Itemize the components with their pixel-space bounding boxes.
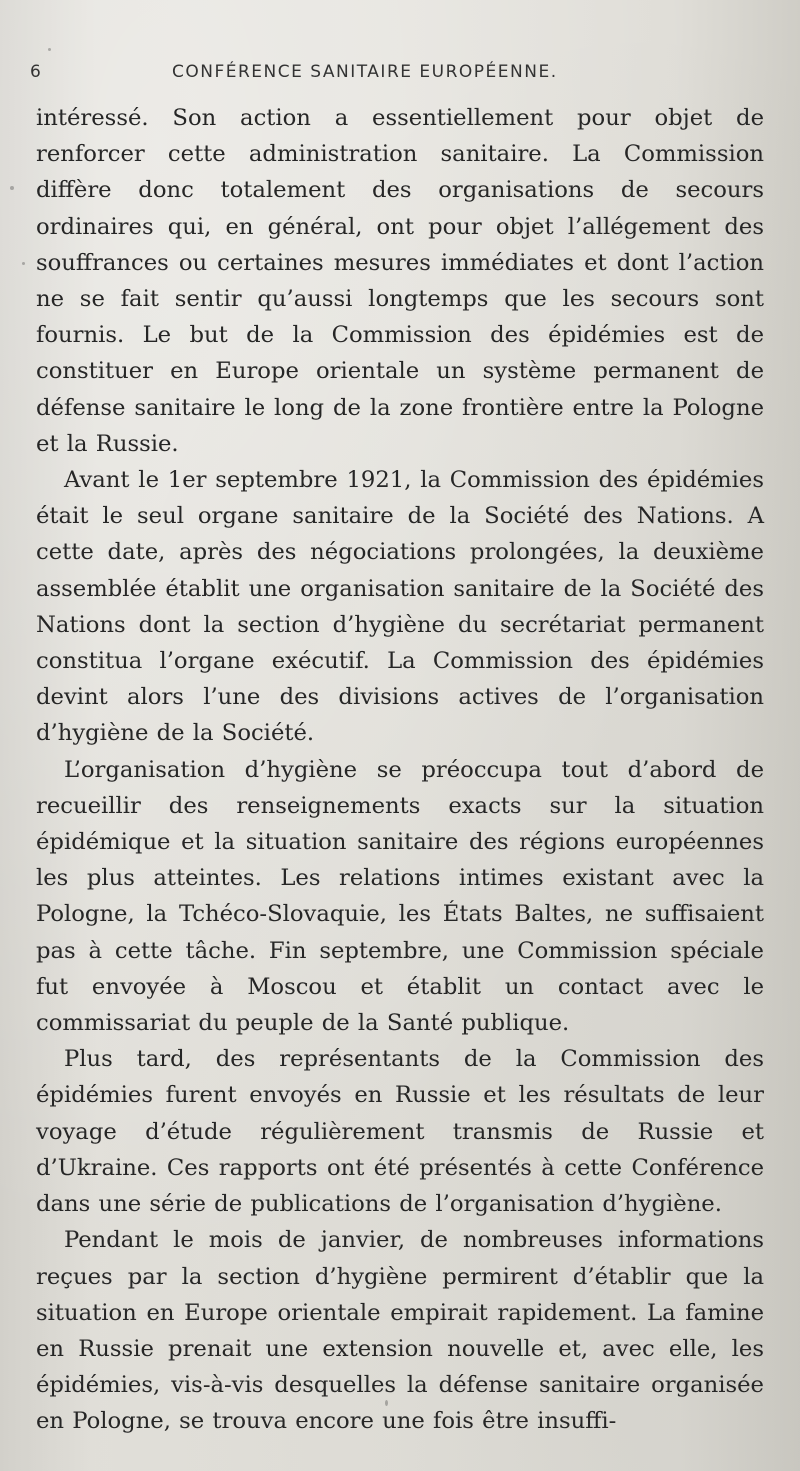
scan-speck	[48, 48, 51, 51]
paragraph: Avant le 1er septembre 1921, la Commission des épidémies était le seul organe sanitaire de la Société des Nations. A cette date, après des négociations prolongées, la deuxième assemblée établit une organisation sanitaire de la Société des Nations dont la section d’hygiène du secrétariat permanent constitua l’organe exécutif. La Commission des épidémies devint alors l’une des divisions actives de l’organisation d’hygiène de la Société.	[36, 467, 764, 747]
paragraph-continuation: intéressé. Son action a essentiellement pour objet de renforcer cette administration sanitaire. La Commission diffère donc totalement des organisations de secours ordinaires qui, en général, ont pour objet l’allégement des souffrances ou certaines mesures immédiates et dont l’action ne se fait sentir qu’aussi longtemps que les secours sont fournis. Le but de la Commission des épidémies est de constituer en Europe orientale un système permanent de défense sanitaire le long de la zone frontière entre la Pologne et la Russie.	[36, 105, 764, 457]
running-head	[30, 62, 760, 88]
page-number: 6	[30, 62, 43, 82]
paragraph: Plus tard, des représentants de la Commission des épidémies furent envoyés en Russie et les résultats de leur voyage d’étude régulièrement transmis de Russie et d’Ukraine. Ces rapports ont été présentés à cette Conférence dans une série de publications de l’organisation d’hygiène.	[36, 1046, 764, 1218]
scan-speck	[10, 186, 14, 190]
body-text	[36, 100, 764, 1440]
paragraph: Pendant le mois de janvier, de nombreuses informations reçues par la section d’hygiène permirent d’établir que la situation en Europe orientale empirait rapidement. La famine en Russie prenait une extension nouvelle et, avec elle, les épidémies, vis-à-vis desquelles la défense sanitaire organisée en Pologne, se trouva encore une fois être insuffi-	[36, 1227, 764, 1435]
scan-speck	[22, 262, 25, 265]
paragraph: L’organisation d’hygiène se préoccupa tout d’abord de recueillir des renseignements exacts sur la situation épidémique et la situation sanitaire des régions européennes les plus atteintes. Les relations intimes existant avec la Pologne, la Tchéco-Slovaquie, les États Baltes, ne suffisaient pas à cette tâche. Fin septembre, une Commission spéciale fut envoyée à Moscou et établit un contact avec le commissariat du peuple de la Santé publique.	[36, 756, 764, 1037]
running-title: CONFÉRENCE SANITAIRE EUROPÉENNE.	[172, 62, 558, 82]
scan-speck	[385, 1400, 388, 1406]
